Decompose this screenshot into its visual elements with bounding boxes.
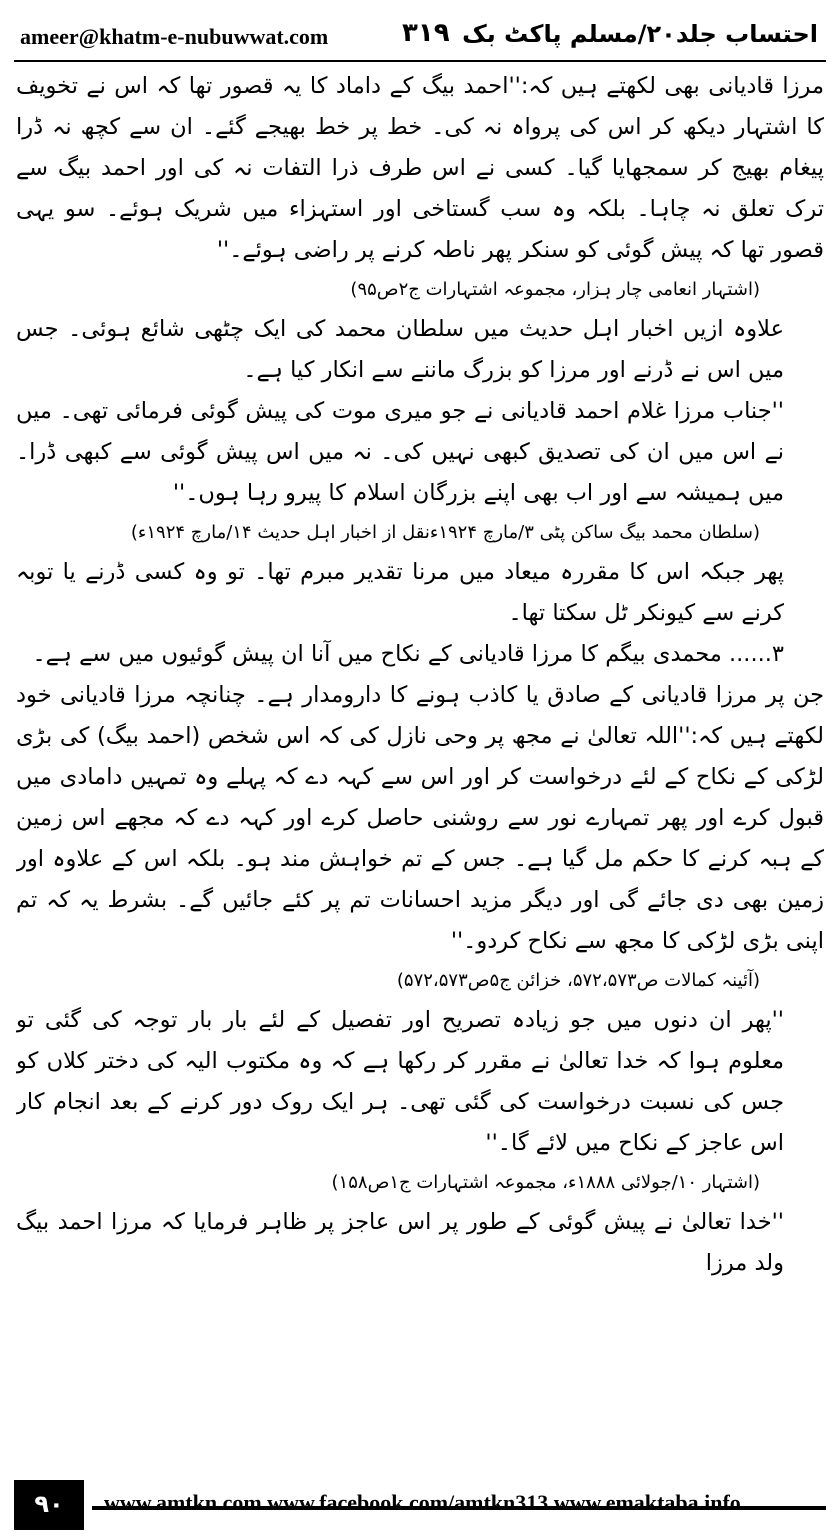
header-book-title: احتساب جلد۲۰/مسلم پاکٹ بک bbox=[462, 20, 818, 48]
paragraph: مرزا قادیانی بھی لکھتے ہیں کہ:''احمد بیگ کے داماد کا یہ قصور تھا کہ اس نے تخویف کا اشتہار دیکھ کر اس کی پرواہ نہ کی۔ خط پر خط بھیجے گئے۔ ان سے کچھ نہ ڈرا پیغام بھیج کر سمجھایا گیا۔ کسی نے اس طرف ذرا التفات نہ کی اور احمد بیگ سے ترک تعلق نہ چاہا۔ بلکہ وہ سب گستاخی اور استہزاء میں شریک ہوئے۔ سو یہی قصور تھا کہ پیش گوئی کو سنکر پھر ناطہ کرنے پر راضی ہوئے۔'' bbox=[16, 73, 824, 263]
page-header bbox=[14, 18, 826, 62]
paragraph: پھر جبکہ اس کا مقررہ میعاد میں مرنا تقدیر مبرم تھا۔ تو وہ کسی ڈرنے یا توبہ کرنے سے کیونکر ٹل سکتا تھا۔ bbox=[16, 559, 784, 626]
quote: ''پھر ان دنوں میں جو زیادہ تصریح اور تفصیل کے لئے بار بار توجہ کی گئی تو معلوم ہوا کہ خدا تعالیٰ نے مقرر کر رکھا ہے کہ وہ مکتوب الیہ کی دختر کلاں کو جس کی نسبت درخواست کی گئی تھی۔ ہر ایک روک دور کرنے کے بعد انجام کار اس عاجز کے نکاح میں لائے گا۔'' bbox=[16, 1007, 784, 1156]
footer-page-number: ۹۰ bbox=[14, 1480, 84, 1530]
header-page-number: ۳۱۹ bbox=[402, 18, 450, 48]
citation: (آئینہ کمالات ص۵۷۲،۵۷۳، خزائن ج۵ص۵۷۲،۵۷۳) bbox=[396, 970, 760, 991]
footer-links: www.amtkn.com www.facebook.com/amtkn313 www.emaktaba.info bbox=[104, 1490, 741, 1515]
paragraph: علاوہ ازیں اخبار اہل حدیث میں سلطان محمد کی ایک چٹھی شائع ہوئی۔ جس میں اس نے ڈرنے اور مرزا کو بزرگ ماننے سے انکار کیا ہے۔ bbox=[16, 316, 784, 383]
citation: (سلطان محمد بیگ ساکن پٹی ۳/مارچ ۱۹۲۴ءنقل از اخبار اہل حدیث ۱۴/مارچ ۱۹۲۴ء) bbox=[130, 522, 760, 543]
quote: ''خدا تعالیٰ نے پیش گوئی کے طور پر اس عاجز پر ظاہر فرمایا کہ مرزا احمد بیگ ولد مرزا bbox=[16, 1209, 784, 1276]
citation: (اشتہار انعامی چار ہزار، مجموعہ اشتہارات ج۲ص۹۵) bbox=[350, 279, 760, 300]
citation: (اشتہار ۱۰/جولائی ۱۸۸۸ء، مجموعہ اشتہارات ج۱ص۱۵۸) bbox=[331, 1172, 760, 1193]
list-item: ۳...... محمدی بیگم کا مرزا قادیانی کے نکاح میں آنا ان پیش گوئیوں میں سے ہے۔ bbox=[32, 641, 784, 667]
page-body bbox=[16, 66, 824, 1466]
quote: ''جناب مرزا غلام احمد قادیانی نے جو میری موت کی پیش گوئی فرمائی تھی۔ میں نے اس میں ان کی تصدیق کبھی نہیں کی۔ نہ میں اس پیش گوئی سے کبھی ڈرا۔ میں ہمیشہ سے اور اب بھی اپنے بزرگان اسلام کا پیرو رہا ہوں۔'' bbox=[16, 398, 784, 506]
header-email: ameer@khatm-e-nubuwwat.com bbox=[20, 24, 329, 49]
header-rule bbox=[14, 60, 826, 62]
paragraph: جن پر مرزا قادیانی کے صادق یا کاذب ہونے کا دارومدار ہے۔ چنانچہ مرزا قادیانی خود لکھتے ہیں کہ:''اللہ تعالیٰ نے مجھ پر وحی نازل کی کہ اس شخص (احمد بیگ) کی بڑی لڑکی کے نکاح کے لئے درخواست کر اور اس سے کہہ دے کہ پہلے وہ تمہیں دامادی میں قبول کرے اور پھر تمہارے نور سے روشنی حاصل کرے اور کہہ دے کہ مجھے اس زمین کے ہبہ کرنے کا حکم مل گیا ہے۔ جس کے تم خواہش مند ہو۔ بلکہ اس کے علاوہ اور زمین بھی دی جائے گی اور دیگر مزید احسانات تم پر کئے جائیں گے۔ بشرط یہ کہ تم اپنی بڑی لڑکی کا مجھ سے نکاح کردو۔'' bbox=[16, 682, 824, 954]
page-footer bbox=[14, 1480, 826, 1530]
